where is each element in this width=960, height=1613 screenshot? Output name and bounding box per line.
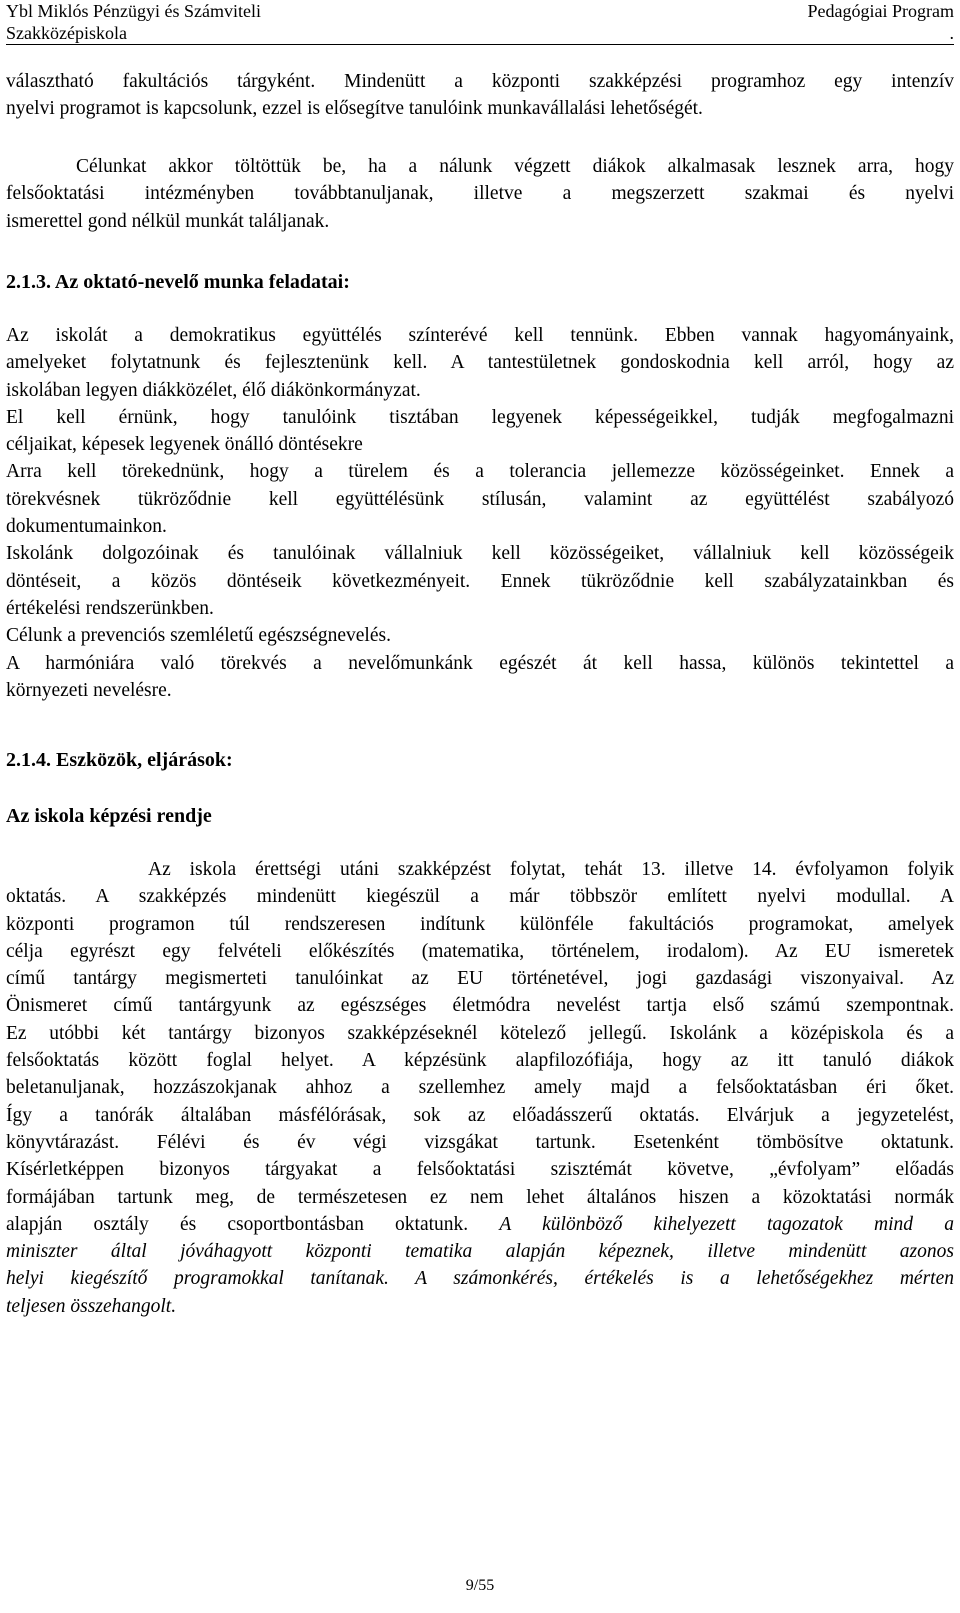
page-header [6,0,954,45]
header-doc-title: Pedagógiai Program [807,1,954,21]
paragraph-training [6,856,954,1320]
text-line: felsőoktatás között foglal helyet. A képzésünk alapfilozófiája, hogy az itt tanuló diákok [6,1050,954,1072]
header-school-name: Ybl Miklós Pénzügyi és Számviteli [6,1,261,21]
text-line: beletanuljanak, hozzászokjanak ahhoz a szellemhez amely majd a felsőoktatásban éri őket. [6,1077,954,1099]
text-line: Iskolánk dolgozóinak és tanulóinak vállalniuk kell közösségeiket, vállalniuk kell közösségeik [6,543,954,565]
text-line: törekvésnek tükröződnie kell együttélésünk stílusán, valamint az együttélést szabályozó [6,488,954,510]
text-line: című tantárgy megismerteti tanulóinkat az EU történetével, jogi gazdasági viszonyaival. Az [6,968,954,990]
text-line: oktatás. A szakképzés mindenütt kiegészül a már többször említett nyelvi modullal. A [6,886,954,908]
text-line: Önismeret című tantárgyunk az egészséges életmódra nevelést tartja első számú szempontnak. [6,995,954,1017]
paragraph-goals [6,153,954,235]
text-line: döntéseit, a közös döntéseik következményeit. Ennek tükröződnie kell szabályzatainkban és [6,570,954,592]
text-line: választható fakultációs tárgyként. Mindenütt a központi szakképzési programhoz egy intenzív [6,71,954,92]
text-line: El kell érnünk, hogy tanulóink tisztában legyenek képességeikkel, tudják megfogalmazni [6,406,954,428]
italic-line: miniszter által jóváhagyott központi tematika alapján képeznek, illetve mindenütt azonos [6,1241,954,1263]
header-school-type: Szakközépiskola [6,23,127,43]
text-line: ismerettel gond nélkül munkát találjanak. [6,210,330,232]
text-line: célja egyrészt egy felvételi előkészítés (matematika, történelem, irodalom). Az EU ismeretek [6,940,954,962]
subsection [6,802,954,830]
text-line: dokumentumainkon. [6,516,167,538]
text-line: környezeti nevelésre. [6,679,172,701]
paragraph-tasks [6,322,954,704]
text-line: Az iskolát a demokratikus együttélés színterévé kell tennünk. Ebben vannak hagyományaink, [6,325,954,346]
text-line: Így a tanórák általában másfélórásak, sok az előadásszerű oktatás. Elvárjuk a jegyzetelést, [6,1104,954,1126]
header-right [808,0,954,44]
text-line: értékelési rendszerünkben. [6,597,214,619]
text-line: központi programon túl rendszeresen indítunk különféle fakultációs programokat, amelyek [6,913,954,935]
text-line: céljaikat, képesek legyenek önálló döntésekre [6,434,363,456]
text-line: Célunkat akkor töltöttük be, ha a nálunk végzett diákok alkalmasak lesznek arra, hogy [76,156,954,177]
italic-line: helyi kiegészítő programokkal tanítanak. A számonkérés, értékelés is a lehetőségekhez mérten [6,1268,954,1290]
section-heading: 2.1.4. Eszközök, eljárások: [6,749,233,771]
text-line: felsőoktatási intézményben továbbtanuljanak, illetve a megszerzett szakmai és nyelvi [6,183,954,205]
text-line: iskolában legyen diákközélet, élő diákönkormányzat. [6,379,421,401]
text-line: könyvtárazást. Félévi és év végi vizsgákat tartunk. Esetenként tömbösítve oktatunk. [6,1131,954,1153]
text-segment: alapján osztály és csoportbontásban oktatunk. [6,1213,500,1235]
text-line: Célunk a prevenciós szemléletű egészségnevelés. [6,625,391,647]
text-line: Az iskola érettségi utáni szakképzést folytat, tehát 13. illetve 14. évfolyamon folyik [148,859,954,880]
header-dot: . [949,23,954,43]
text-line: nyelvi programot is kapcsolunk, ezzel is elősegítve tanulóink munkavállalási lehetőségét. [6,98,703,120]
text-line: Kísérletképpen bizonyos tárgyakat a felsőoktatási szisztémát követve, „évfolyam” előadás [6,1159,954,1181]
text-line: amelyeket folytatnunk és fejlesztenünk kell. A tantestületnek gondoskodnia kell arról, hogy az [6,352,954,374]
italic-segment: A különböző kihelyezett tagozatok mind a [499,1213,954,1235]
section-2-1-3 [6,268,954,296]
text-line: Ez utóbbi két tantárgy bizonyos szakképzéseknél kötelező jellegű. Iskolánk a középiskola és a [6,1022,954,1044]
subsection-heading: Az iskola képzési rendje [6,805,212,827]
paragraph-intro [6,68,954,123]
text-line: A harmóniára való törekvés a nevelőmunkánk egészét át kell hassa, különös tekintettel a [6,652,954,674]
italic-line: teljesen összehangolt. [6,1295,177,1317]
text-line: Arra kell törekednünk, hogy a türelem és a tolerancia jellemezze közösségeinket. Ennek a [6,461,954,483]
header-left [6,0,261,44]
page-number: 9/55 [465,1577,495,1594]
text-line: formájában tartunk meg, de természetesen ez nem lehet általános hiszen a közoktatási normák [6,1186,954,1208]
section-2-1-4 [6,746,954,774]
text-line-mixed [6,1211,954,1238]
section-heading: 2.1.3. Az oktató-nevelő munka feladatai: [6,271,350,293]
